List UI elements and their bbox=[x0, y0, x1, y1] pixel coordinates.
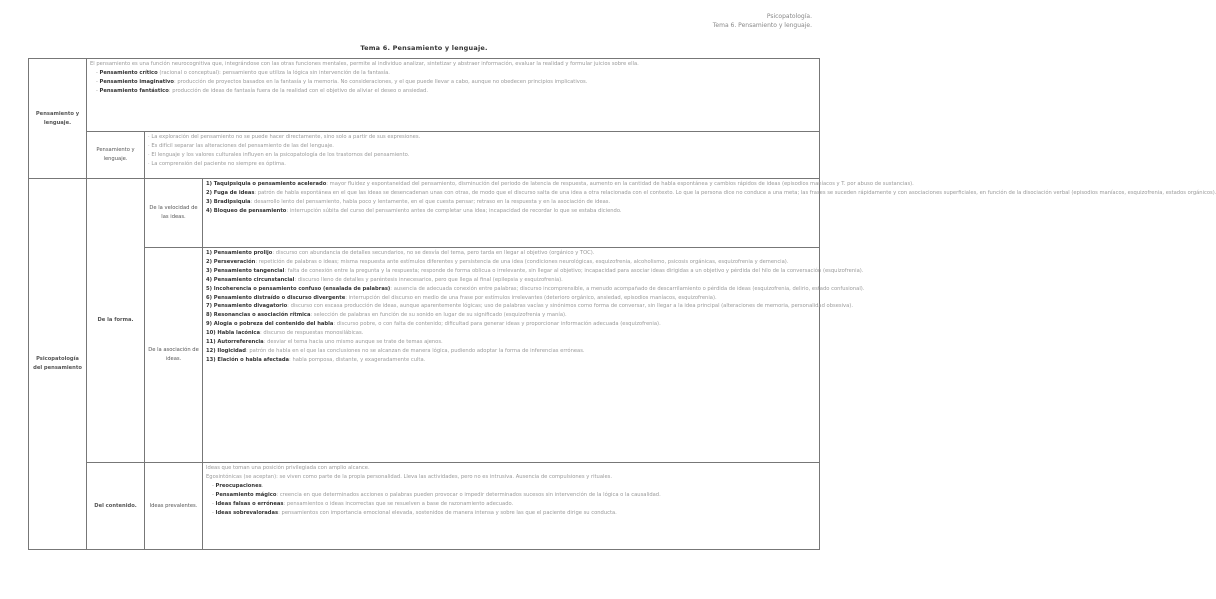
list-item: - Ideas falsas o erróneas: pensamientos o ideas incorrectas que se resuelven a base de razonamiento adecuado. bbox=[212, 500, 514, 507]
list-item: 7) Pensamiento divagatorio: discurso con escasa producción de ideas, aunque aparentemente lógicas; uso de palabras vacías y sinónimos como forma de conversar, sin llegar a la idea principal (alteraciones de memoria, personalidad obsesiva). bbox=[206, 303, 853, 310]
list-item: 2) Perseveración: repetición de palabras o ideas; misma respuesta ante estímulos diferentes y persistencia de una idea (condiciones neurológicas, esquizofrenia, alcoholismo, psicosis orgánicas, esquizofrenia y demencia). bbox=[206, 258, 789, 265]
list-item: · La comprensión del paciente no siempre es óptima. bbox=[148, 160, 286, 167]
list-item: 8) Resonancias o asociación rítmica: selección de palabras en función de su sonido en lugar de su significado (esquizofrenia y manía). bbox=[206, 312, 567, 319]
list-item: 3) Bradipsiquia: desarrollo lento del pensamiento, habla poco y lentamente, en el que cuesta pensar; retraso en la respuesta y en la asociación de ideas. bbox=[206, 198, 611, 205]
table-row bbox=[29, 132, 820, 179]
content-line: Egosintónicas (se aceptan): se viven como parte de la propia personalidad. Lleva las actividades, pero no es intrusiva. Ausencia de compulsiones y rituales. bbox=[206, 473, 613, 480]
list-item: 4) Bloqueo de pensamiento: interrupción súbita del curso del pensamiento antes de completar una idea; incapacidad de recordar lo que se estaba diciendo. bbox=[206, 207, 622, 214]
content-line: Ideas que toman una posición privilegiada con amplio alcance. bbox=[206, 465, 370, 471]
list-item: 9) Alogia o pobreza del contenido del habla: discurso pobre, o con falta de contenido; dificultad para generar ideas y proporcionar información adecuada (esquizofrenia). bbox=[206, 321, 661, 328]
list-item: · Es difícil separar las alteraciones del pensamiento de las del lenguaje. bbox=[148, 142, 334, 149]
document-header bbox=[713, 12, 812, 30]
velocidad-label: De la velocidad de las ideas. bbox=[145, 179, 203, 248]
ideas-prevalentes-label: Ideas prevalentes. bbox=[145, 463, 203, 550]
list-item: 12) Ilogicidad: patrón de habla en el que las conclusiones no se alcanzan de manera lógica, pudiendo adoptar la forma de inferencias erróneas. bbox=[206, 347, 585, 354]
section-label-pensamiento: Pensamiento y lenguaje. bbox=[29, 59, 87, 179]
asociacion-label: De la asociación de ideas. bbox=[145, 248, 203, 463]
forma-label: De la forma. bbox=[87, 179, 145, 463]
bullet-cell bbox=[145, 132, 820, 179]
list-item: - Pensamiento fantástico: producción de ideas de fantasía fuera de la realidad con el objetivo de aliviar el deseo o ansiedad. bbox=[96, 87, 428, 94]
list-item: 1) Taquipsiquia o pensamiento acelerado: mayor fluidez y espontaneidad del pensamiento, disminución del periodo de latencia de respuesta, aumento en la cantidad de habla espontánea y cambios rápidos de ideas (episodios maníacos y T. por abuso de sustancias). bbox=[206, 181, 914, 187]
list-item: 2) Fuga de ideas: patrón de habla espontánea en el que las ideas se desencadenan unas con otras, de modo que el discurso salta de una idea a otra relacionada con el contexto. Lo que la persona dice no conduce a una meta; las frases se suceden rápidamente y con asociaciones superficiales, en función de la disociación verbal (episodios maníacos, esquizofrenia, estados orgánicos). bbox=[206, 189, 1216, 196]
table-row bbox=[29, 463, 820, 550]
header-topic: Tema 6. Pensamiento y lenguaje. bbox=[712, 22, 812, 29]
table-row bbox=[29, 59, 820, 132]
list-item: - Pensamiento crítico (racional o conceptual): pensamiento que utiliza la lógica sin intervención de la fantasía. bbox=[96, 69, 390, 76]
asociacion-cell bbox=[203, 248, 865, 463]
subsection-label: Pensamiento y lenguaje. bbox=[87, 132, 145, 179]
list-item: - Preocupaciones. bbox=[212, 482, 264, 489]
velocidad-cell bbox=[203, 179, 1216, 248]
list-item: 13) Elación o habla afectada: habla pomposa, distante, y exageradamente culta. bbox=[206, 356, 426, 363]
list-item: 5) Incoherencia o pensamiento confuso (ensalada de palabras): ausencia de adecuada conexión entre palabras; discurso incomprensible, a menudo acompañado de descarrilamiento o pérdida de ideas (esquizofrenia, delirio, estado confusional). bbox=[206, 285, 865, 292]
header-subject: Psicopatología. bbox=[766, 13, 812, 20]
list-item: · La exploración del pensamiento no se puede hacer directamente, sino solo a partir de sus expresiones. bbox=[148, 134, 421, 140]
list-item: 11) Autorreferencia: desviar el tema hacia uno mismo aunque se trate de temas ajenos. bbox=[206, 339, 443, 346]
list-item: 1) Pensamiento prolijo: discurso con abundancia de detalles secundarios, no se desvía del tema, pero tarda en llegar al objetivo (orgánico y TOC). bbox=[206, 250, 595, 256]
table-row bbox=[29, 179, 820, 248]
list-item: · El lenguaje y los valores culturales influyen en la psicopatología de los trastornos del pensamiento. bbox=[148, 151, 410, 158]
list-item: 4) Pensamiento circunstancial: discurso lleno de detalles y paréntesis innecesarios, pero que llega al final (epilepsia y esquizofrenia). bbox=[206, 276, 563, 283]
list-item: - Pensamiento mágico: creencia en que determinados acciones o palabras pueden provocar o impedir determinados sucesos sin intervención de la lógica o la causalidad. bbox=[212, 491, 661, 498]
contenido-cell bbox=[203, 463, 820, 550]
section-label-psicopatologia: Psicopatología del pensamiento bbox=[29, 179, 87, 550]
list-item: - Pensamiento imaginativo: producción de proyectos basados en la fantasía y la memoria. No consideraciones, y el que puede llevar a cabo, aunque no obedecen principios implicativos. bbox=[96, 78, 588, 85]
summary-table bbox=[28, 58, 1216, 550]
contenido-label: Del contenido. bbox=[87, 463, 145, 550]
page-title: Tema 6. Pensamiento y lenguaje. bbox=[360, 44, 488, 52]
table-row bbox=[29, 248, 820, 463]
definition-intro: El pensamiento es una función neurocognitiva que, integrándose con las otras funciones mentales, permite al individuo analizar, sintetizar y abstraer información, evaluar la realidad y formular juicios sobre ella. bbox=[90, 61, 639, 67]
list-item: 10) Habla lacónica: discurso de respuestas monosilábicas. bbox=[206, 330, 364, 337]
definition-cell bbox=[87, 59, 820, 132]
list-item: 3) Pensamiento tangencial: falta de conexión entre la pregunta y la respuesta; responde de forma oblicua o irrelevante, sin llegar al objetivo; incapacidad para asociar ideas dirigidas a un objetivo y pérdida del hilo de la conversación (esquizofrenia). bbox=[206, 267, 864, 274]
list-item: - Ideas sobrevaloradas: pensamientos con importancia emocional elevada, sostenidos de manera intensa y sobre las que el paciente dirige su conducta. bbox=[212, 509, 617, 516]
list-item: 6) Pensamiento distraído o discurso divergente: interrupción del discurso en medio de una frase por estímulos irrelevantes (deterioro orgánico, ansiedad, episodios maníacos, esquizofrenia). bbox=[206, 294, 717, 301]
